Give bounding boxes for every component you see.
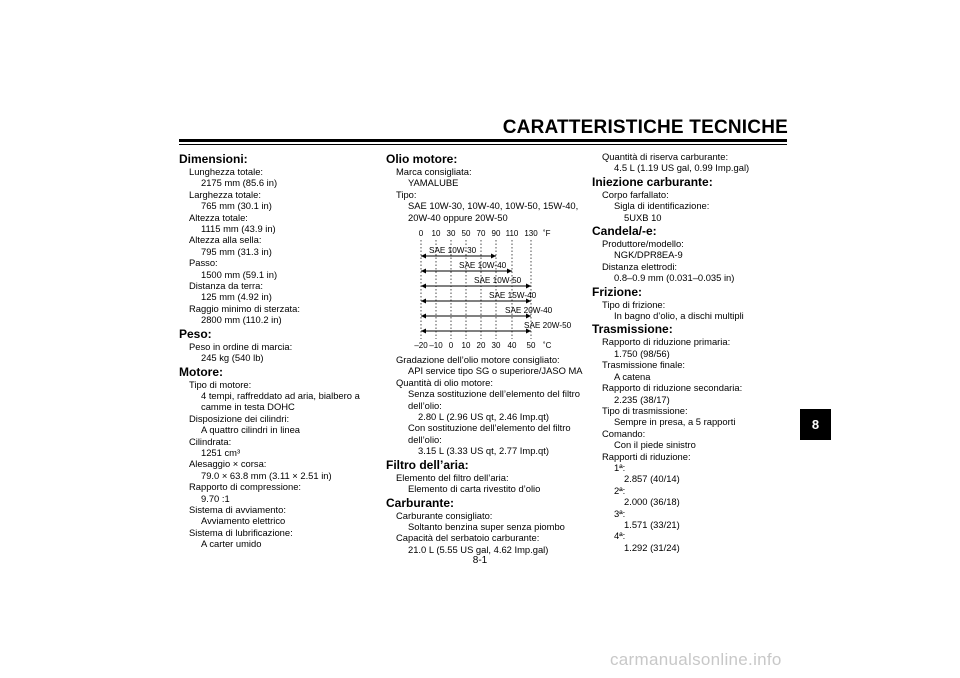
spec-line: Disposizione dei cilindri: — [189, 412, 290, 424]
spec-line: Elemento del filtro dell’aria: — [396, 471, 509, 483]
arrow-left — [421, 314, 426, 319]
arrow-left — [421, 254, 426, 259]
c-unit-label: ˚C — [543, 341, 552, 351]
spec-line: 3ª: — [614, 507, 626, 519]
spec-line: NGK/DPR8EA-9 — [614, 249, 683, 261]
c-tick-label: 20 — [476, 341, 486, 351]
grade-label: SAE 20W-50 — [524, 321, 572, 331]
grade-label: SAE 10W-40 — [459, 261, 507, 271]
spec-line: 2800 mm (110.2 in) — [201, 314, 282, 326]
f-tick-label: 30 — [446, 229, 456, 239]
arrow-right — [507, 269, 512, 274]
spec-line: 1500 mm (59.1 in) — [201, 268, 278, 280]
spec-line: SAE 10W-30, 10W-40, 10W-50, 15W-40, — [408, 200, 579, 212]
spec-line: Altezza totale: — [189, 211, 248, 223]
watermark: carmanualsonline.info — [610, 650, 782, 669]
spec-line: Rapporti di riduzione: — [602, 450, 691, 462]
spec-line: Quantità di olio motore: — [396, 376, 493, 388]
spec-line: Senza sostituzione dell’elemento del filtro — [408, 388, 580, 400]
spec-line: 1ª: — [614, 461, 626, 473]
spec-line: Capacità del serbatoio carburante: — [396, 532, 540, 544]
section-heading: Olio motore: — [386, 152, 458, 166]
spec-line: 2.857 (40/14) — [624, 473, 680, 485]
grade-label: SAE 10W-50 — [474, 276, 522, 286]
spec-line: 1115 mm (43.9 in) — [201, 223, 276, 235]
spec-line: Trasmissione finale: — [602, 359, 686, 371]
spec-line: 0.8–0.9 mm (0.031–0.035 in) — [614, 272, 735, 284]
spec-line: Con il piede sinistro — [614, 439, 696, 451]
f-tick-label: 0 — [418, 229, 424, 239]
spec-line: 1.750 (98/56) — [614, 347, 670, 359]
spec-line: Soltanto benzina super senza piombo — [408, 520, 565, 532]
arrow-left — [421, 329, 426, 334]
spec-line: 2175 mm (85.6 in) — [201, 177, 278, 189]
page-title: CARATTERISTICHE TECNICHE — [502, 117, 788, 138]
c-tick-label: 40 — [507, 341, 517, 351]
spec-line: 5UXB 10 — [624, 211, 662, 223]
spec-line: 2.000 (36/18) — [624, 496, 680, 508]
title-rule-thin — [179, 144, 787, 145]
spec-line: Distanza elettrodi: — [602, 260, 678, 272]
c-tick-label: 10 — [461, 341, 471, 351]
chapter-tab: 8 — [800, 409, 831, 440]
spec-line: 9.70 :1 — [201, 492, 230, 504]
spec-line: 2.235 (38/17) — [614, 393, 670, 405]
spec-line: 125 mm (4.92 in) — [201, 291, 272, 303]
arrow-left — [421, 299, 426, 304]
spec-line: YAMALUBE — [408, 177, 459, 189]
spec-line: Rapporto di riduzione secondaria: — [602, 382, 743, 394]
spec-line: A quattro cilindri in linea — [201, 424, 301, 436]
spec-line: Raggio minimo di sterzata: — [189, 302, 300, 314]
c-tick-label: 0 — [448, 341, 454, 351]
spec-line: 245 kg (540 lb) — [201, 352, 264, 364]
f-unit-label: ˚F — [543, 229, 551, 239]
section-heading: Dimensioni: — [179, 152, 248, 166]
spec-line: dell’olio: — [408, 433, 442, 445]
grade-label: SAE 10W-30 — [429, 246, 477, 256]
spec-line: dell’olio: — [408, 399, 442, 411]
spec-line: Produttore/modello: — [602, 238, 684, 250]
grade-label: SAE 15W-40 — [489, 291, 537, 301]
f-tick-label: 10 — [431, 229, 441, 239]
spec-line: Tipo di trasmissione: — [602, 404, 688, 416]
title-rule-thick — [179, 139, 787, 142]
c-tick-label: –20 — [414, 341, 428, 351]
arrow-right — [526, 284, 531, 289]
spec-line: 21.0 L (5.55 US gal, 4.62 Imp.gal) — [408, 543, 549, 555]
spec-line: Elemento di carta rivestito d’olio — [408, 483, 541, 495]
spec-line: 2.80 L (2.96 US qt, 2.46 Imp.qt) — [418, 411, 549, 423]
section-heading: Carburante: — [386, 495, 455, 510]
spec-line: Rapporto di compressione: — [189, 481, 302, 493]
spec-line: Passo: — [189, 257, 218, 269]
spec-line: In bagno d’olio, a dischi multipli — [614, 310, 744, 322]
spec-line: Cilindrata: — [189, 435, 232, 447]
grade-label: SAE 20W-40 — [505, 306, 553, 316]
spec-line: 3.15 L (3.33 US qt, 2.77 Imp.qt) — [418, 445, 549, 457]
spec-line: Tipo: — [396, 188, 417, 200]
spec-line: Marca consigliata: — [396, 166, 472, 177]
section-heading: Candela/-e: — [592, 224, 657, 239]
spec-line: 4 tempi, raffreddato ad aria, bialbero a — [201, 389, 360, 401]
spec-line: 2ª: — [614, 484, 626, 496]
spec-line: 4.5 L (1.19 US gal, 0.99 Imp.gal) — [614, 162, 750, 174]
spec-line: API service tipo SG o superiore/JASO MA — [408, 365, 583, 377]
page-number: 8-1 — [472, 555, 488, 566]
c-tick-label: –10 — [429, 341, 443, 351]
spec-line: Distanza da terra: — [189, 280, 263, 292]
column-3 — [592, 151, 797, 553]
spec-line: Rapporto di riduzione primaria: — [602, 336, 731, 348]
section-heading: Trasmissione: — [592, 322, 673, 337]
spec-line: Gradazione dell’olio motore consigliato: — [396, 354, 560, 366]
c-tick-label: 50 — [526, 341, 536, 351]
spec-line: Alesaggio × corsa: — [189, 458, 267, 470]
spec-line: Tipo di motore: — [189, 378, 252, 390]
c-tick-label: 30 — [491, 341, 501, 351]
spec-line: 79.0 × 63.8 mm (3.11 × 2.51 in) — [201, 469, 332, 481]
column-2-bottom — [386, 354, 591, 555]
spec-line: 1251 cm³ — [201, 446, 241, 458]
spec-line: Lunghezza totale: — [189, 166, 264, 177]
spec-line: Sistema di lubrificazione: — [189, 526, 293, 538]
spec-line: Carburante consigliato: — [396, 509, 493, 521]
oil-viscosity-chart — [399, 226, 574, 352]
column-2 — [386, 151, 591, 555]
f-tick-label: 90 — [491, 229, 501, 239]
spec-line: Quantità di riserva carburante: — [602, 151, 729, 162]
spec-line: Sistema di avviamento: — [189, 503, 286, 515]
f-tick-label: 130 — [524, 229, 538, 239]
section-heading: Peso: — [179, 326, 212, 341]
spec-line: Peso in ordine di marcia: — [189, 340, 293, 352]
f-tick-label: 110 — [505, 229, 519, 239]
spec-line: 1.292 (31/24) — [624, 541, 680, 553]
f-tick-label: 70 — [476, 229, 486, 239]
section-heading: Iniezione carburante: — [592, 174, 713, 189]
arrow-left — [421, 284, 426, 289]
column-1 — [179, 151, 379, 550]
spec-line: 765 mm (30.1 in) — [201, 200, 272, 212]
spec-line: Sigla di identificazione: — [614, 200, 710, 212]
arrow-right — [491, 254, 496, 259]
spec-line: Larghezza totale: — [189, 188, 261, 200]
spec-line: 1.571 (33/21) — [624, 518, 680, 530]
spec-line: Con sostituzione dell’elemento del filtro — [408, 422, 571, 434]
arrow-left — [421, 269, 426, 274]
spec-line: 795 mm (31.3 in) — [201, 245, 272, 257]
spec-line: Altezza alla sella: — [189, 234, 262, 246]
section-heading: Frizione: — [592, 284, 642, 299]
column-2-top — [386, 152, 591, 223]
spec-line: Corpo farfallato: — [602, 188, 669, 200]
f-tick-label: 50 — [461, 229, 471, 239]
spec-line: Sempre in presa, a 5 rapporti — [614, 416, 736, 428]
spec-line: Avviamento elettrico — [201, 515, 286, 527]
spec-line: 4ª: — [614, 530, 626, 542]
spec-line: A carter umido — [201, 538, 262, 550]
spec-line: camme in testa DOHC — [201, 401, 295, 413]
section-heading: Motore: — [179, 364, 223, 379]
spec-line: Comando: — [602, 427, 646, 439]
section-heading: Filtro dell’aria: — [386, 457, 469, 472]
spec-line: A catena — [614, 370, 651, 382]
spec-line: 20W-40 oppure 20W-50 — [408, 211, 508, 223]
spec-line: Tipo di frizione: — [602, 298, 666, 310]
